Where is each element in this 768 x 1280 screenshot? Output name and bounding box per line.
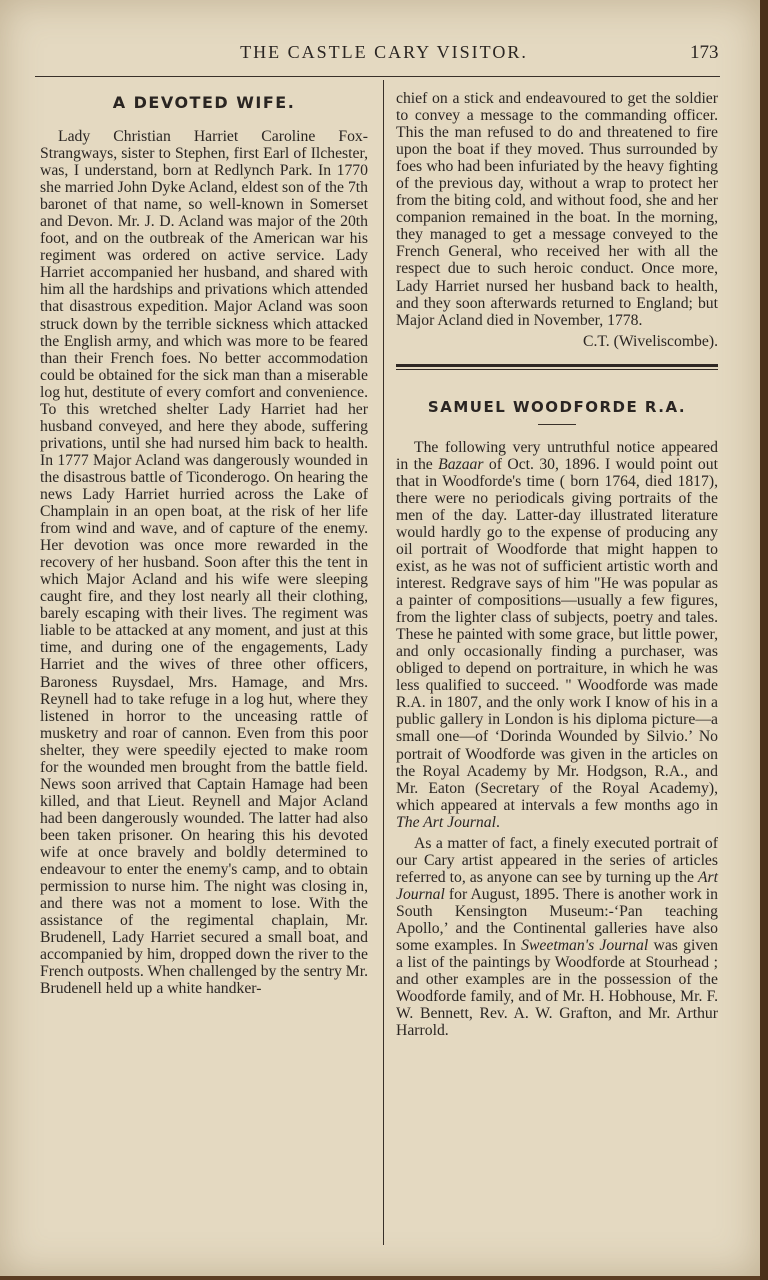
text-run: of Oct. 30, 1896. I would point out that in Woodforde's time ( born 1764, died 1817), there were no periodicals giving portraits of the men of the day. Latter-day illustrated literature would hardly go to the expense of producing any oil portrait of Woodforde that might happen to exist, as he was not of sufficient artistic worth and interest. Redgrave says of him "He was popular as a painter of compositions—usually a few figures, from the lighter class of subjects, poetry and tales. These he painted with some grace, but little power, and only occasionally finding a purchaser, was obliged to depend on portraiture, in which he was less qualified to succeed. " Woodforde was made R.A. in 1807, and the only work I know of his in a public gallery in London is his diploma picture—a small one—of ‘Dorinda Wounded by Silvio.’ No portrait of Woodforde was given in the articles on the Royal Academy by Mr. Hodgson, R.A., and Mr. Eaton (Secretary of the Royal Academy), which appeared at intervals a few months ago in bbox=[396, 455, 718, 814]
header-rule bbox=[35, 76, 720, 77]
column-divider bbox=[383, 80, 384, 1245]
title-underline bbox=[538, 424, 576, 425]
publication-name: Sweetman's Journal bbox=[521, 937, 649, 955]
article-title-woodforde: SAMUEL WOODFORDE R.A. bbox=[427, 397, 687, 416]
text-run: was given a list of the paintings by Woodforde at Stourhead ; and other examples are in the possession of the Woodforde family, and of Mr. H. Hobhouse, Mr. F. W. Bennett, Rev. A. W. Grafton, and Mr. Arthur Harrold. bbox=[396, 937, 718, 1040]
article-paragraph: Lady Christian Harriet Caroline Fox-Strangways, sister to Stephen, first Earl of Ilchester, was, I understand, born at Redlynch Park. In 1770 she married John Dyke Acland, eldest son of the 7th baronet of that name, so well-known in Somerset and Devon. Mr. J. D. Acland was major of the 20th foot, and on the outbreak of the American war his regiment was ordered on active service. Lady Harriet accompanied her husband, and shared with him all the hardships and privations which attended that disastrous expedition. Major Acland was soon struck down by the terrible sickness which attacked the English army, and which was more to be feared than their French foes. No better accommodation could be obtained for the sick man than a miserable log hut, destitute of every comfort and convenience. To this wretched shelter Lady Harriet had her husband conveyed, and here they abode, suffering privations, until she had nursed him back to health. In 1777 Major Acland was dangerously wounded in the disastrous battle of Ticonderogo. On hearing the news Lady Harriet hurried across the Lake of Champlain in an open boat, at the risk of her life from wind and wave, and of capture of the enemy. Her devotion was once more rewarded in the recovery of her husband. Soon after this the tent in which Major Acland and his wife were sleeping caught fire, and they lost nearly all their clothing, barely escaping with their lives. The regiment was liable to be attacked at any moment, and just at this time, and during one of the engagements, Lady Harriet and the wives of three other officers, Baroness Ruysdael, Mrs. Hamage, and Mrs. Reynell had to take refuge in a log hut, where they listened in horror to the unceasing rattle of musketry and roar of cannon. Even from this poor shelter, they were speedily ejected to make room for the wounded men brought from the battle field. News soon arrived that Captain Hamage had been killed, and that Lieut. Reynell and Major Acland had been dangerously wounded. The latter had also been taken prisoner. On hearing this his devoted wife at once bravely and boldly determined to endeavour to enter the enemy's camp, and to obtain permission to nurse him. The night was closing in, and there was not a moment to lose. With the assistance of the regimental chaplain, Mr. Brudenell, Lady Harriet secured a small boat, and accompanied by him, dropped down the river to the French outposts. When challenged by the sentry Mr. Brudenell held up a white handker- bbox=[40, 128, 368, 998]
section-separator-thin bbox=[396, 369, 718, 370]
article-continuation: chief on a stick and endeavoured to get the soldier to convey a message to the commanding officer. This the man refused to do and threatened to fire upon the boat if they moved. Thus surrounded by foes who had been infuriated by the heavy fighting of the previous day, without a wrap to protect her from the biting cold, and without food, she and her companion remained in the boat. In the morning, they managed to get a message conveyed to the French General, who received her with all the respect due to such heroic conduct. Once more, Lady Harriet nursed her husband back to health, and they soon afterwards returned to England; but Major Acland died in November, 1778. bbox=[396, 90, 718, 329]
page-edge bbox=[760, 0, 768, 1280]
text-run: . bbox=[495, 813, 500, 831]
publication-name: Bazaar bbox=[438, 455, 484, 473]
publication-name: Art Journal bbox=[396, 868, 718, 903]
text-run: for August, 1895. There is another work in South Kensington Museum:-‘Pan teaching Apollo,’ and the Continental galleries have also some examples. In bbox=[396, 885, 718, 955]
article-title-devoted-wife: A DEVOTED WIFE. bbox=[112, 93, 296, 112]
page-number: 173 bbox=[690, 42, 719, 63]
article-paragraph bbox=[396, 439, 718, 831]
text-run: The following very untruthful notice appeared in the bbox=[396, 438, 718, 473]
running-header-title: THE CASTLE CARY VISITOR. bbox=[240, 42, 528, 62]
section-separator-thick bbox=[396, 364, 718, 367]
left-column bbox=[40, 90, 368, 997]
publication-name: The Art Journal bbox=[396, 813, 496, 831]
article-paragraph bbox=[396, 835, 718, 1040]
right-column bbox=[396, 90, 718, 1039]
text-run: As a matter of fact, a finely executed portrait of our Cary artist appeared in the series of articles referred to, as anyone can see by turning up the bbox=[396, 834, 718, 886]
article-signoff: C.T. (Wiveliscombe). bbox=[583, 332, 718, 350]
